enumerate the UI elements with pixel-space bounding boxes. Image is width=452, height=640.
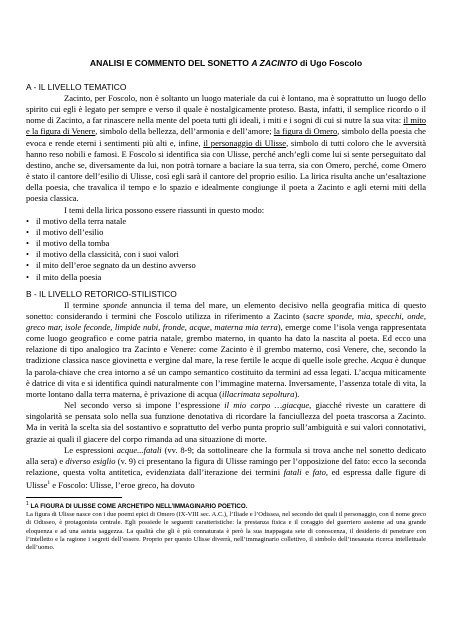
underlined-omero: la figura di Omero: [273, 126, 338, 137]
bullet-icon: •: [26, 238, 29, 249]
list-item: • il motivo della terra natale: [26, 215, 127, 226]
list-item: • il motivo della tomba: [26, 238, 110, 249]
paragraph-b2: Nel secondo verso si impone l’espressione il mio corpo …giacque, giacché riveste un carattere di singolarità se pensata solo nella sua funzione denotativa di ricordare la fanciullezza del poeta trascorsa a Zacinto. Ma in verità la scelta sia del sostantivo e soprattutto del verbo punta proprio sull’ambiguità e sui valori connotativi, grazie ai quali il giacere del corpo rimanda ad una situazione di morte.: [26, 400, 426, 444]
section-heading-b: B - IL LIVELLO RETORICO-STILISTICO: [26, 288, 177, 299]
bullet-icon: •: [26, 215, 29, 226]
title-work: A ZACINTO: [251, 58, 298, 68]
bullet-icon: •: [26, 260, 29, 271]
paragraph-b3: Le espressioni acque...fatali (vv. 8-9; da sottolineare che la formula si trova anche nel sonetto dedicato alla sera) e diverso esiglio (v. 9) ci presentano la figura di Ulisse ramingo per l’opposizione del fato: ecco la seconda relazione, questa volta antitetica, evidenziata dall’iterazione dei termini fatali e fato, ed espressa dalle figure di Ulisse$^1$ e Foscolo: Ulisse, l’eroe greco, ha dovuto: [26, 444, 426, 490]
footnote-text: La figura di Ulisse nasce con i due poemi epici di Omero (IX-VIII sec. A.C.), l’Iliade e l’Odissea, nel secondo dei quali il personaggio, con il nome greco di Odisseo, è protagonista centrale. Egli possiede le seguenti caratteristiche: la prestanza fisica e il coraggio del guerriero assieme ad una grande eloquenza e ad una astuta saggezza. La qualità che gli è più connaturata è però la sua inappagata sete di conoscenza, il desiderio di penetrare con l’intelletto e la ragione i segreti dell’essere. Proprio per questo Ulisse diverrà, nell’immaginario collettivo, il simbolo dell’inesausta ricerca intellettuale dell’uomo.: [26, 511, 426, 552]
footnote-title: $^1$ LA FIGURA DI ULISSE COME ARCHETIPO NELL’IMMAGINARIO POETICO.: [26, 501, 248, 511]
paragraph-b1: Il termine sponde annuncia il tema del mare, un elemento decisivo nella geografia mitica di questo sonetto: considerando i termini che Foscolo utilizza in riferimento a Zacinto (sacre sponde, mia, specchi, onde, greco mar, isole feconde, limpide nubi, fronde, acque, materna mia terra), emerge come l’isola venga rappresentata come luogo geografico e come patria natale, grembo materno, in quanto ha dato la nascita al poeta. Ed ecco una relazione di tipo analogico tra Zacinto e Venere: come Zacinto è il grembo materno, così Venere, che, secondo la tradizione classica nasce giovinetta e vergine dal mare, la rese fertile le acque di quelle isole greche. Acqua è dunque la parola-chiave che crea intorno a sé un campo semantico costituito da termini ad essa legati. L’acqua miticamente è datrice di vita e si identifica quindi naturalmente con l’immagine materna. Inversamente, l’assenza totale di vita, la morte lontano dalla terra materna, è privazione di acqua (illacrimata sepoltura).: [26, 299, 426, 399]
underlined-ulisse: il personaggio di Ulisse: [203, 137, 287, 148]
footnote-number: 1: [26, 501, 29, 508]
section-heading-a: A - IL LIVELLO TEMATICO: [26, 82, 127, 92]
themes-list: [26, 216, 426, 283]
footnote-divider: [26, 497, 122, 498]
paragraph-a2: I temi della lirica possono essere riassunti in questo modo:: [64, 204, 265, 215]
document-title: [26, 58, 426, 68]
bullet-icon: •: [26, 226, 29, 237]
list-item: • il motivo della classicità, con i suoi valori: [26, 249, 179, 260]
bullet-icon: •: [26, 249, 29, 260]
bullet-icon: •: [26, 271, 29, 282]
list-item: • il motivo dell’esilio: [26, 226, 104, 237]
footnote-ref[interactable]: 1: [47, 480, 51, 487]
underlined-venere: il mito e la figura di Venere: [26, 115, 426, 137]
list-item: • il mito della poesia: [26, 271, 102, 282]
list-item: • il mito dell’eroe segnato da un destino avverso: [26, 260, 196, 271]
title-author: di Ugo Foscolo: [297, 58, 363, 68]
document-page: [26, 58, 426, 552]
title-text: ANALISI E COMMENTO DEL SONETTO: [89, 58, 252, 68]
paragraph-a1: Zacinto, per Foscolo, non è soltanto un luogo materiale da cui è lontano, ma è soprattutto un luogo dello spirito cui egli è legato per sempre e verso il quale è nostalgicamente proteso. Basta, infatti, il semplice ricordo o il nome di Zacinto, a far rinascere nella mente del poeta tutti gli ideali, i miti e i sogni di cui si nutre la sua vita: il mito e la figura di Venere, simbolo della bellezza, dell’armonia e dell’amore; la figura di Omero, simbolo della poesia che evoca e rende eterni i sentimenti più alti e, infine, il personaggio di Ulisse, simbolo di tutti coloro che le avversità hanno reso nobili e famosi. E Foscolo si identifica sia con Ulisse, perché anch’egli come lui si sente perseguitato dal destino, anche se, diversamente da lui, non potrà tornare a baciare la sua terra, sia con Omero, perché, come Omero è stato il cantore dell’esilio di Ulisse, così egli sarà il cantore del proprio esilio. La lirica risulta anche un’esaltazione della poesia, che travalica il tempo e lo spazio e idealmente congiunge il poeta a Zacinto e agli eterni miti della poesia classica.: [26, 93, 426, 204]
